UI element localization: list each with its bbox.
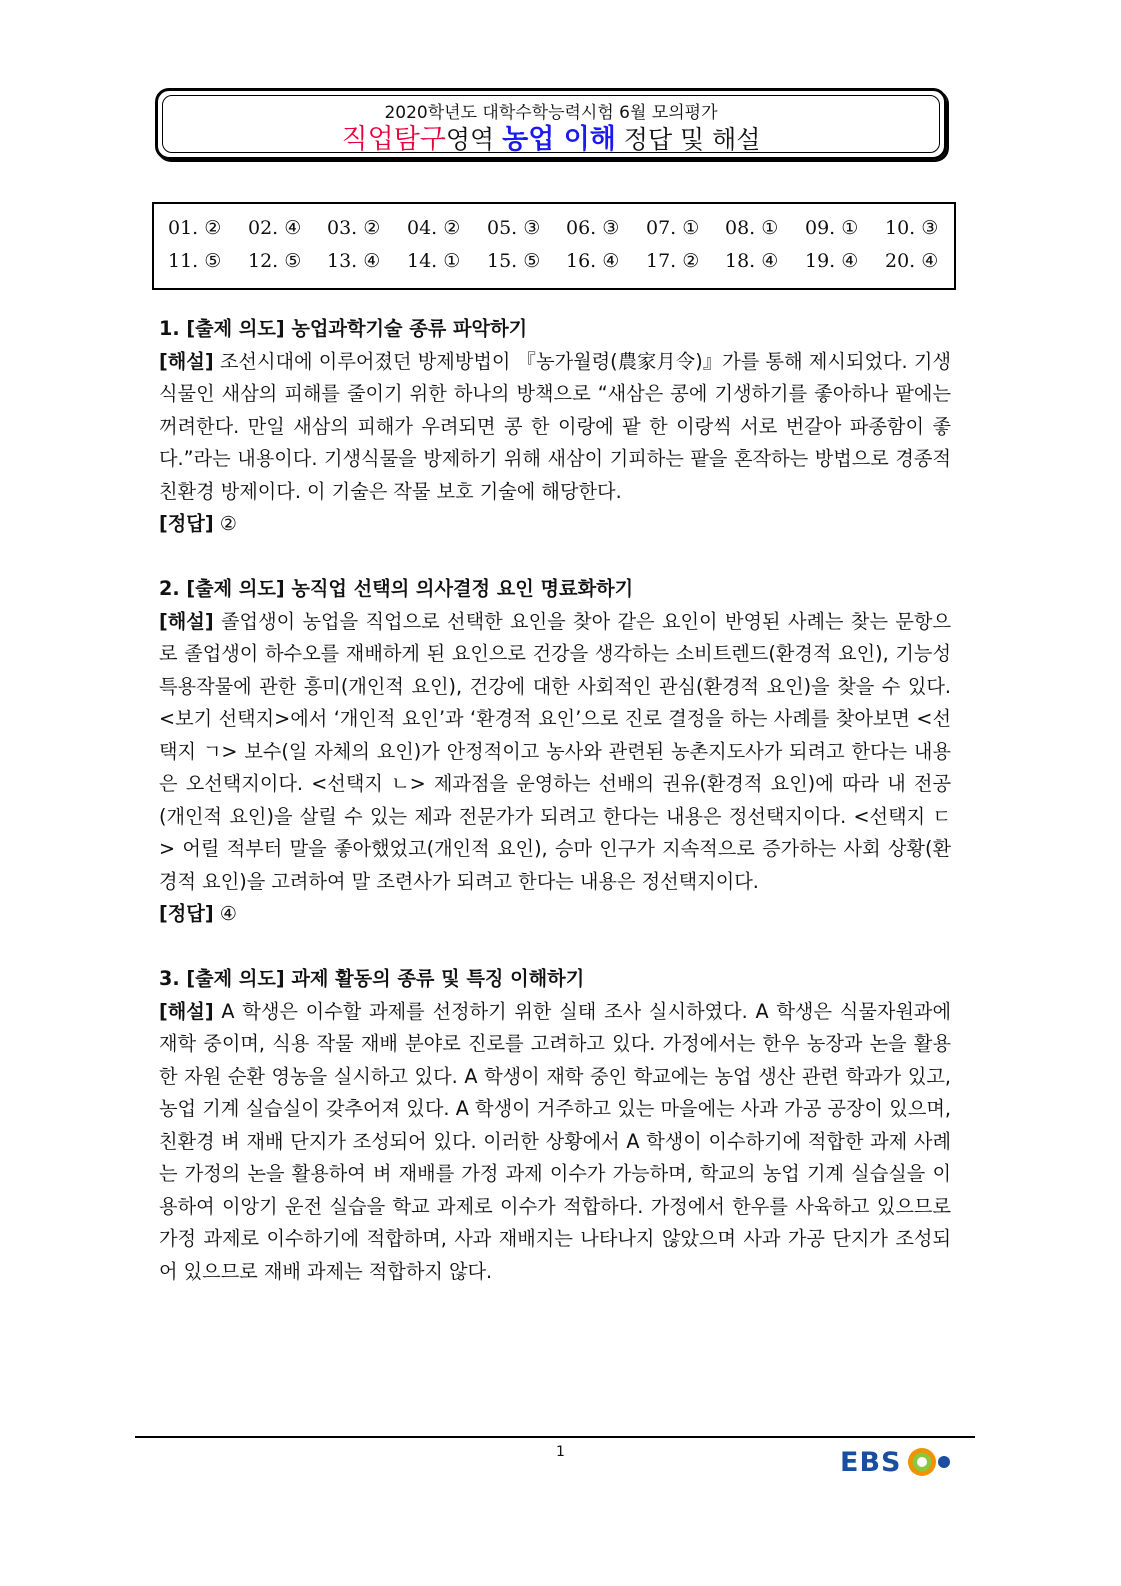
answer-row-1 <box>154 217 954 247</box>
answer-label: [정답] <box>159 512 214 535</box>
footer-divider <box>135 1436 975 1438</box>
answer-row-2 <box>154 250 954 280</box>
question-3-explanation <box>159 996 951 1289</box>
question-2-answer <box>159 898 951 931</box>
answer-cell: 14. ① <box>407 250 461 272</box>
explanation-text: 조선시대에 이루어졌던 방제방법이 『농가월령(農家月令)』가를 통해 제시되었다. 기생식물인 새삼의 피해를 줄이기 위한 하나의 방책으로 “새삼은 콩에 기생하기를 좋아하나 팥에는 꺼려한다. 만일 새삼의 피해가 우려되면 콩 한 이랑에 팥 한 이랑씩 서로 번갈아 파종함이 좋다.”라는 내용이다. 기생식물을 방제하기 위해 새삼이 기피하는 팥을 혼작하는 방법으로 경종적 친환경 방제이다. 이 기술은 작물 보호 기술에 해당한다. <box>159 349 951 503</box>
answer-cell: 03. ② <box>327 217 381 239</box>
answer-cell: 02. ④ <box>248 217 302 239</box>
answer-cell: 08. ① <box>725 217 779 239</box>
answer-cell: 18. ④ <box>725 250 779 272</box>
ebs-logo-icon <box>901 1445 983 1479</box>
answer-cell: 06. ③ <box>566 217 620 239</box>
answer-cell: 04. ② <box>407 217 461 239</box>
answer-cell: 13. ④ <box>327 250 381 272</box>
subject-name: 농업 이해 <box>502 124 616 155</box>
question-1-answer <box>159 508 951 541</box>
answer-cell: 15. ⑤ <box>487 250 541 272</box>
question-2-heading: 2. [출제 의도] 농직업 선택의 의사결정 요인 명료화하기 <box>159 577 634 600</box>
explanation-text: A 학생은 이수할 과제를 선정하기 위한 실태 조사 실시하였다. A 학생은 식물자원과에 재학 중이며, 식용 작물 재배 분야로 진로를 고려하고 있다. 가정에서는 한우 농장과 논을 활용한 자원 순환 영농을 실시하고 있다. A 학생이 재학 중인 학교에는 농업 생산 관련 학과가 있고, 농업 기계 실습실이 갖추어져 있다. A 학생이 거주하고 있는 마을에는 사과 가공 공장이 있으며, 친환경 벼 재배 단지가 조성되어 있다. 이러한 상황에서 A 학생이 이수하기에 적합한 과제 사례는 가정의 논을 활용하여 벼 재배를 가정 과제 이수가 가능하며, 학교의 농업 기계 실습실을 이용하여 이앙기 운전 실습을 학교 과제로 이수가 적합하다. 가정에서 한우를 사육하고 있으므로 가정 과제로 이수하기에 적합하며, 사과 재배지는 나타나지 않았으며 사과 가공 단지가 조성되어 있으므로 재배 과제는 적합하지 않다. <box>159 999 951 1283</box>
answer-value: ④ <box>213 902 237 925</box>
ebs-logo-text: EBS <box>840 1446 902 1478</box>
answer-cell: 10. ③ <box>885 217 939 239</box>
explanation-text: 졸업생이 농업을 직업으로 선택한 요인을 찾아 같은 요인이 반영된 사례는 찾는 문항으로 졸업생이 하수오를 재배하게 된 요인으로 건강을 생각하는 소비트렌드(환경적 요인), 기능성 특용작물에 관한 흥미(개인적 요인), 건강에 대한 사회적인 관심(환경적 요인)을 찾을 수 있다. <보기 선택지>에서 ‘개인적 요인’과 ‘환경적 요인’으로 진로 결정을 하는 사례를 찾아보면 <선택지 ㄱ> 보수(일 자체의 요인)가 안정적이고 농사와 관련된 농촌지도사가 되려고 한다는 내용은 오선택지이다. <선택지 ㄴ> 제과점을 운영하는 선배의 권유(환경적 요인)에 따라 내 전공(개인적 요인)을 살릴 수 있는 제과 전문가가 되려고 한다는 내용은 정선택지이다. <선택지 ㄷ> 어릴 적부터 말을 좋아했었고(개인적 요인), 승마 인구가 지속적으로 증가하는 사회 상황(환경적 요인)을 고려하여 말 조련사가 되려고 한다는 내용은 정선택지이다. <box>159 609 951 893</box>
spacer <box>159 931 951 964</box>
answer-cell: 16. ④ <box>566 250 620 272</box>
answer-cell: 05. ③ <box>487 217 541 239</box>
answer-cell: 11. ⑤ <box>168 250 222 272</box>
answer-cell: 20. ④ <box>885 250 939 272</box>
explanation-label: [해설] <box>159 349 214 373</box>
question-1-heading: 1. [출제 의도] 농업과학기술 종류 파악하기 <box>159 317 528 340</box>
document-title <box>163 123 939 157</box>
solutions-content <box>159 313 951 1288</box>
explanation-label: [해설] <box>159 999 214 1023</box>
title-inner-frame <box>162 95 940 153</box>
ebs-logo <box>840 1445 983 1479</box>
answer-cell: 09. ① <box>805 217 859 239</box>
question-3-heading: 3. [출제 의도] 과제 활동의 종류 및 특징 이해하기 <box>159 967 585 990</box>
explanation-label: [해설] <box>159 609 214 633</box>
question-1-explanation <box>159 346 951 509</box>
exam-name: 2020학년도 대학수학능력시험 6월 모의평가 <box>384 103 718 123</box>
spacer <box>159 541 951 574</box>
answer-cell: 17. ② <box>646 250 700 272</box>
answer-value: ② <box>213 512 237 535</box>
answer-cell: 12. ⑤ <box>248 250 302 272</box>
subject-area: 직업탐구 <box>341 124 446 155</box>
answer-cell: 07. ① <box>646 217 700 239</box>
answer-cell: 01. ② <box>168 217 222 239</box>
title-suffix: 정답 및 해설 <box>615 125 761 154</box>
answer-key-table <box>152 202 956 290</box>
question-2-explanation <box>159 606 951 899</box>
answer-cell: 19. ④ <box>805 250 859 272</box>
title-box <box>155 88 947 160</box>
area-suffix: 영역 <box>445 125 503 154</box>
page-number: 1 <box>556 1444 565 1460</box>
answer-label: [정답] <box>159 902 214 925</box>
